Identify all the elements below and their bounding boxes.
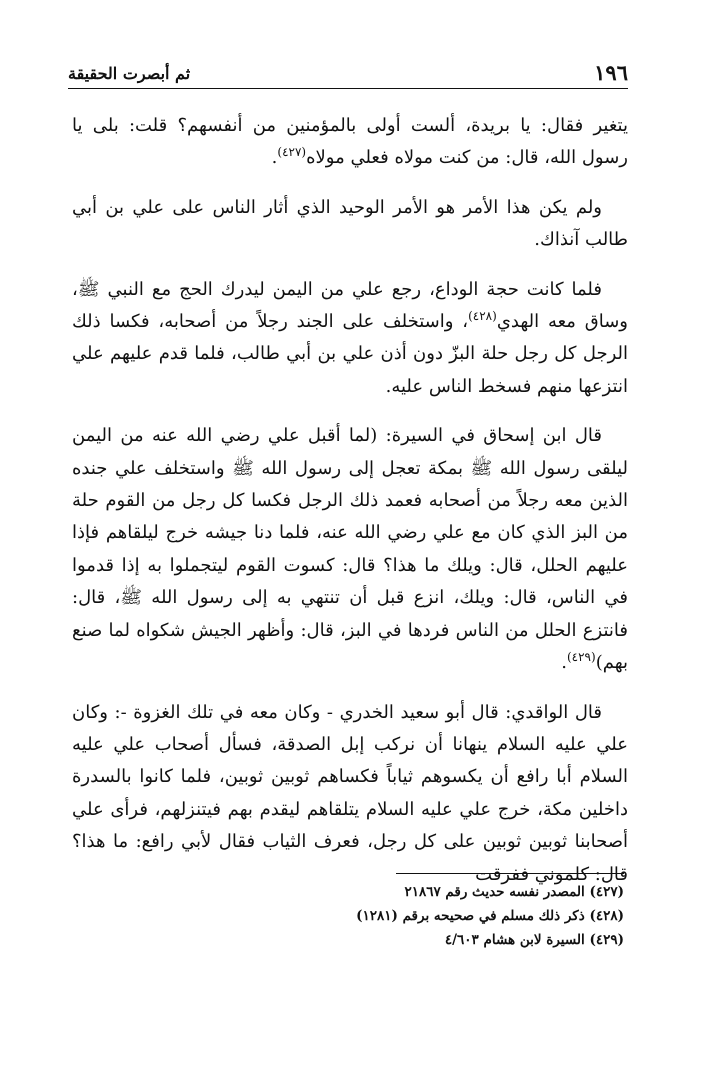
paragraph-1 (72, 110, 628, 175)
paragraph-tail: ، واستخلف على الجند رجلاً من أصحابه، فكسا ذلك الرجل كل رجل حلة البزّ دون أذن علي بن أبي طالب، فلما قدم عليهم علي انتزعها منهم فسخط الناس عليه. (72, 311, 628, 397)
footnote-ref-429: (٤٢٩) (566, 650, 596, 665)
footnote-ref-428: (٤٢٨) (468, 309, 497, 324)
page-body (72, 110, 628, 908)
paragraph-tail: . (561, 652, 567, 674)
paragraph-5 (72, 697, 628, 891)
paragraph-tail: . (271, 147, 278, 169)
header-divider (68, 88, 628, 89)
footnote-ref-427: (٤٢٧) (277, 145, 307, 160)
paragraph-2 (72, 192, 628, 257)
footnote-429: (٤٢٩) السيرة لابن هشام ٤/٦٠٣ (444, 932, 624, 948)
paragraph-3 (72, 274, 628, 404)
footnotes (72, 880, 624, 952)
footnote-428: (٤٢٨) ذكر ذلك مسلم في صحيحه برقم (١٢٨١) (356, 908, 624, 924)
paragraph-text: فلما كانت حجة الوداع، رجع علي من اليمن ليدرك الحج مع النبي ﷺ، وساق معه الهدي (72, 278, 628, 333)
paragraph-text: قال ابن إسحاق في السيرة: (لما أقبل علي رضي الله عنه من اليمن ليلقى رسول الله ﷺ بمكة تعجل إلى رسول الله ﷺ واستخلف علي جنده الذين معه رجلاً من أصحابه فعمد ذلك الرجل فكسا كل رجل من القوم حلة من البز الذي كان مع علي رضي الله عنه، فلما دنا جيشه خرج ليلقاهم فإذا عليهم الحلل، قال: ويلك ما هذا؟ قال: كسوت القوم ليتجملوا به إذا قدموا في الناس، قال: ويلك، انزع قبل أن تنتهي به إلى رسول الله ﷺ، قال: فانتزع الحلل من الناس فردها في البز، قال: وأظهر الجيش شكواه لما صنع بهم) (72, 425, 628, 674)
paragraph-text: قال الواقدي: قال أبو سعيد الخدري - وكان معه في تلك الغزوة -: وكان علي عليه السلام ينهانا أن نركب إبل الصدقة، فسأل أصحاب علي عليه السلام أبا رافع أن يكسوهم ثياباً فكساهم ثوبين ثوبين، فلما كانوا بالسدرة داخلين مكة، خرج علي عليه السلام يتلقاهم ليقدم بهم فيتنزلهم، فرأى علي أصحابنا ثوبين ثوبين على كل رجل، فعرف الثياب فقال لأبي رافع: ما هذا؟ قال: كلموني ففرقت (72, 701, 628, 885)
footnote-427: (٤٢٧) المصدر نفسه حديث رقم ٢١٨٦٧ (404, 884, 624, 900)
paragraph-text: ولم يكن هذا الأمر هو الأمر الوحيد الذي أثار الناس على علي بن أبي طالب آنذاك. (72, 196, 628, 251)
page-number: ١٩٦ (594, 60, 628, 85)
page-header (68, 58, 628, 88)
book-title: ثم أبصرت الحقيقة (68, 64, 191, 83)
paragraph-text: يتغير فقال: يا بريدة، ألست أولى بالمؤمنين من أنفسهم؟ قلت: بلى يا رسول الله، قال: من كنت مولاه فعلي مولاه (72, 115, 628, 169)
paragraph-4 (72, 420, 628, 679)
footnote-divider (396, 873, 624, 874)
